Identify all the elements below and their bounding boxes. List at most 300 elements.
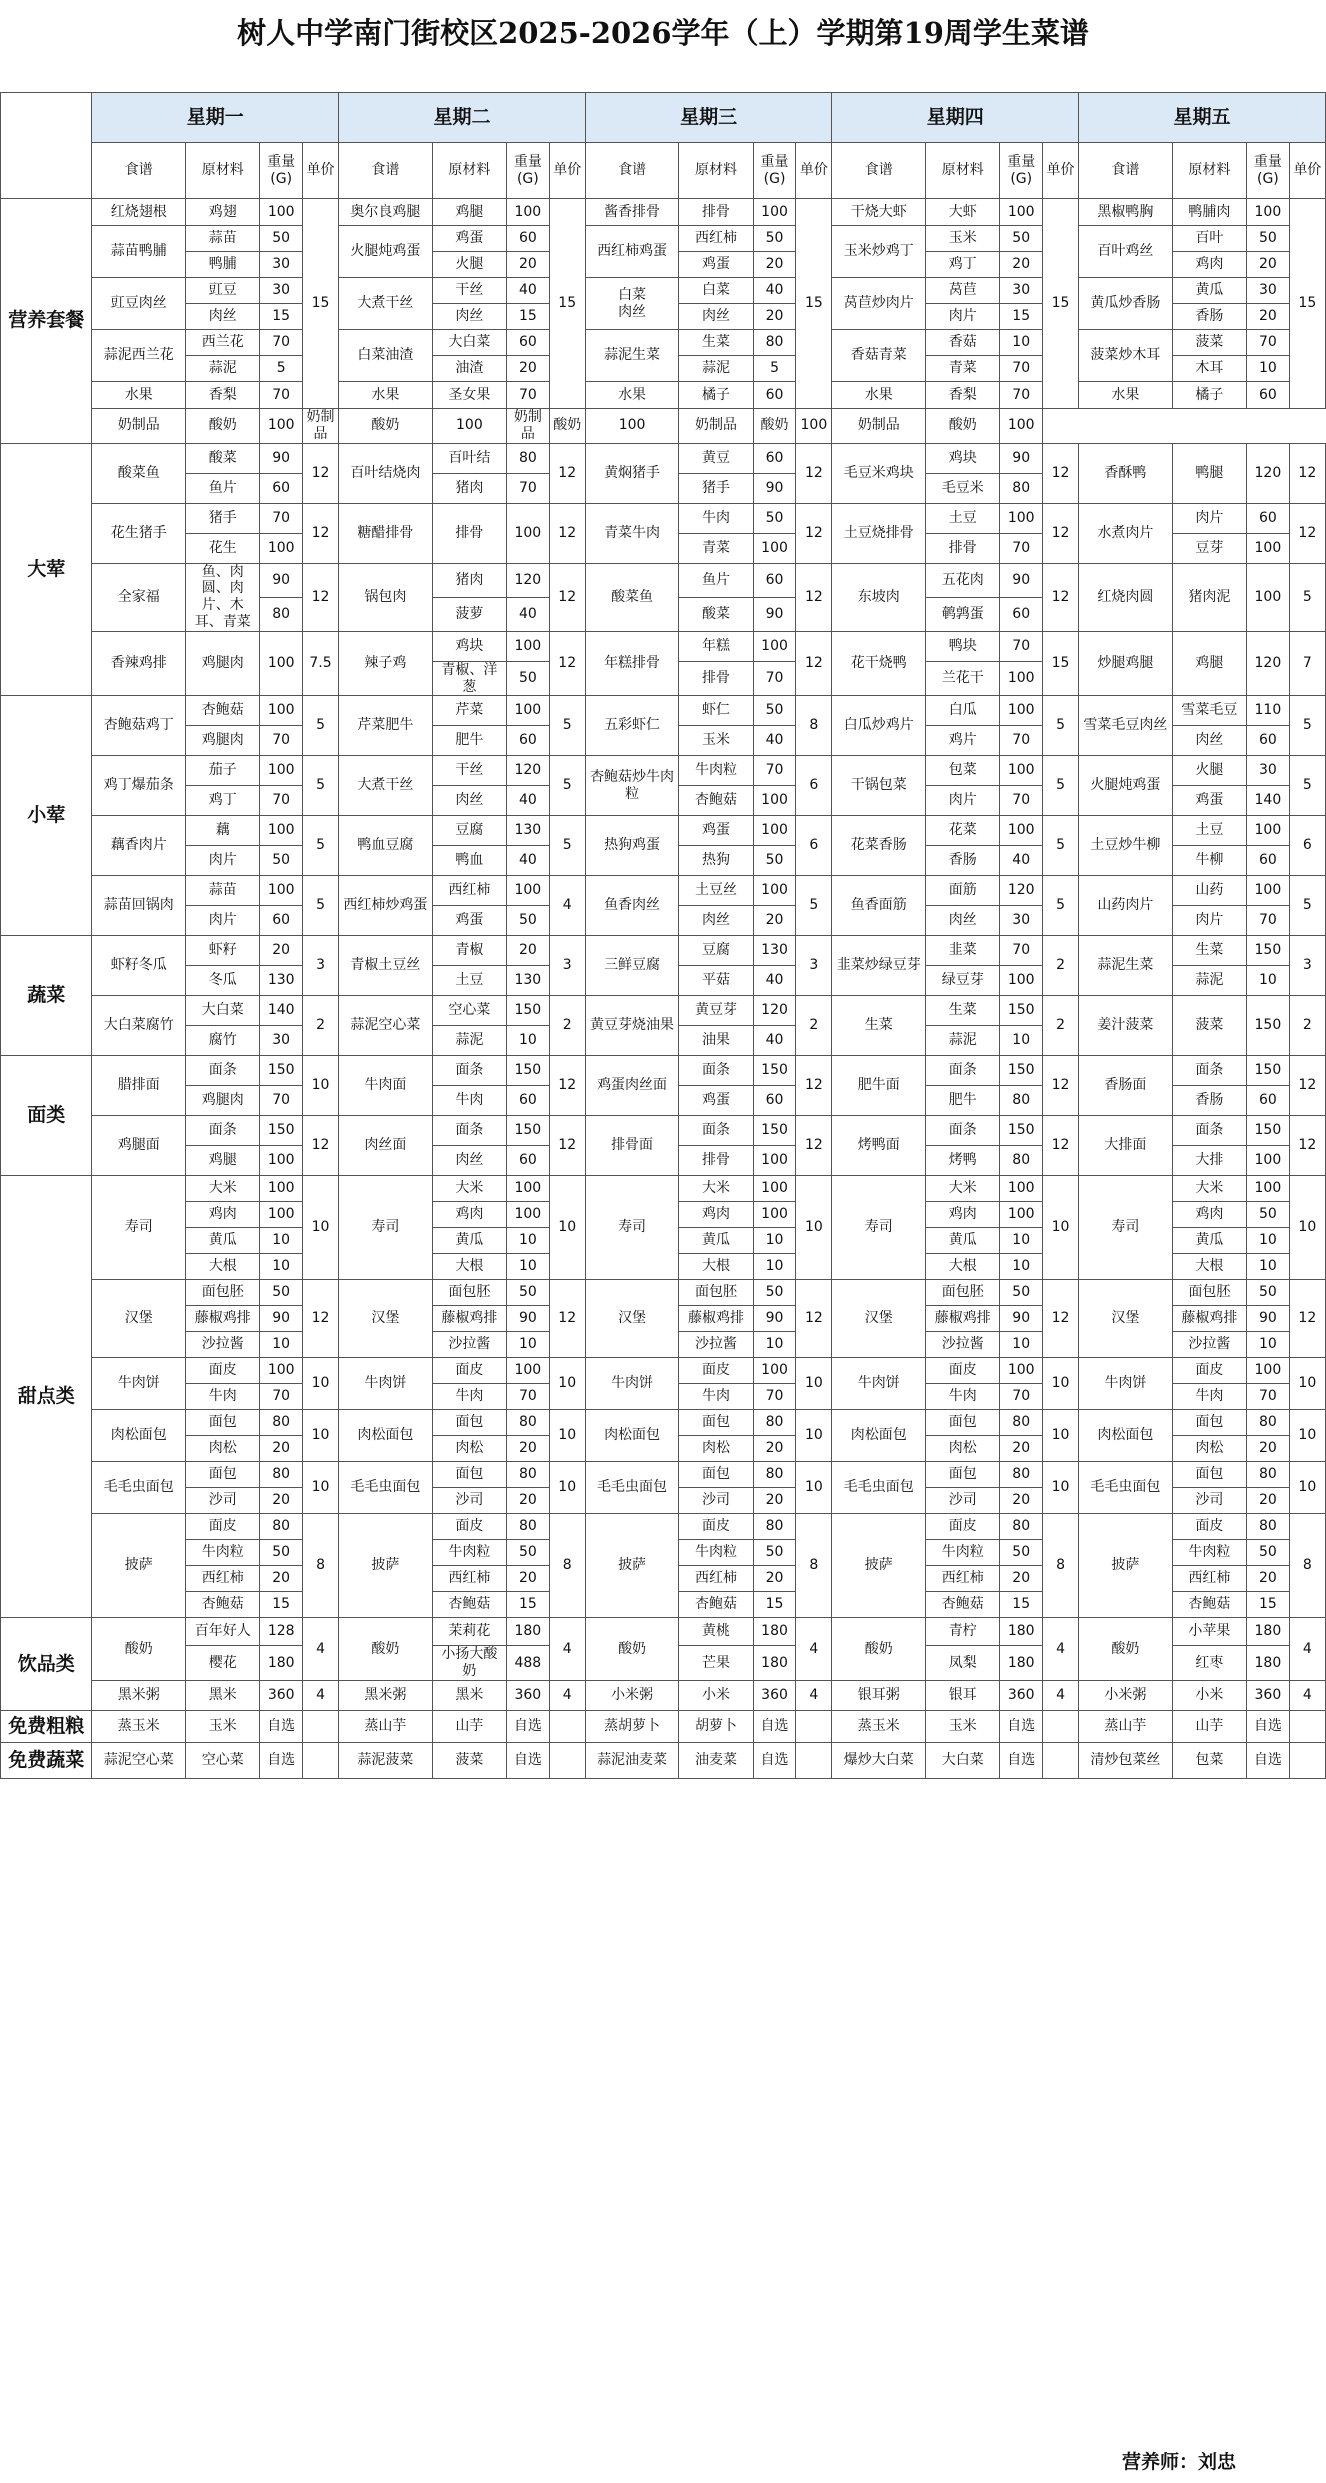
ingredient: 肉松 (186, 1436, 260, 1462)
weight-value: 20 (1247, 1566, 1290, 1592)
category-cell: 蔬菜 (1, 936, 92, 1056)
ingredient: 肉片 (1172, 503, 1246, 533)
weight-value: 40 (507, 786, 550, 816)
weight-value: 50 (1000, 226, 1043, 252)
weight-value: 50 (507, 906, 550, 936)
weight-value: 180 (753, 1618, 796, 1646)
weight-value: 10 (507, 1254, 550, 1280)
weight-value: 70 (507, 1384, 550, 1410)
weight-value: 80 (507, 443, 550, 473)
ingredient: 面包胚 (679, 1280, 753, 1306)
ingredient: 香肠 (1172, 1086, 1246, 1116)
day-header-fri: 星期五 (1079, 93, 1326, 143)
table-row (1, 936, 1326, 966)
category-cell: 免费蔬菜 (1, 1742, 92, 1778)
ingredient: 藤椒鸡排 (679, 1306, 753, 1332)
weight-value: 80 (507, 1514, 550, 1540)
dish-name: 奶制品 (832, 409, 926, 444)
weight-value: 70 (260, 726, 303, 756)
table-row (1, 1742, 1326, 1778)
weight-value: 100 (260, 756, 303, 786)
weight-value: 60 (1247, 503, 1290, 533)
price-value: 15 (302, 199, 338, 409)
weight-value: 40 (753, 278, 796, 304)
dish-name: 雪菜毛豆肉丝 (1079, 696, 1173, 756)
price-value: 5 (1042, 756, 1078, 816)
weight-value: 40 (507, 597, 550, 631)
ingredient: 鸡腿肉 (186, 631, 260, 696)
weight-value: 150 (260, 1116, 303, 1146)
dish-name: 寿司 (832, 1176, 926, 1280)
price-value (302, 1742, 338, 1778)
weight-value: 100 (260, 1202, 303, 1228)
ingredient: 包菜 (1172, 1742, 1246, 1778)
ingredient: 牛肉粒 (1172, 1540, 1246, 1566)
table-row (1, 996, 1326, 1026)
ingredient: 沙司 (432, 1488, 506, 1514)
weight-value: 100 (260, 696, 303, 726)
ingredient: 百叶结 (432, 443, 506, 473)
weight-value: 20 (1000, 1488, 1043, 1514)
price-value: 3 (549, 936, 585, 996)
dish-name: 鱼香面筋 (832, 876, 926, 936)
dish-name: 芹菜肥牛 (339, 696, 433, 756)
weight-value: 10 (753, 1228, 796, 1254)
ingredient: 干丝 (432, 278, 506, 304)
ingredient: 鸡蛋 (1172, 786, 1246, 816)
weight-value: 100 (1247, 533, 1290, 563)
weight-value: 30 (260, 278, 303, 304)
dish-name: 披萨 (92, 1514, 186, 1618)
dish-name: 炒腿鸡腿 (1079, 631, 1173, 696)
dish-name: 大煮干丝 (339, 756, 433, 816)
weight-value: 130 (260, 966, 303, 996)
weight-value: 80 (260, 1462, 303, 1488)
weight-value: 50 (753, 503, 796, 533)
dish-name: 肉松面包 (832, 1410, 926, 1462)
dish-name: 披萨 (1079, 1514, 1173, 1618)
weight-value: 150 (507, 996, 550, 1026)
ingredient: 豆芽 (1172, 533, 1246, 563)
price-value: 10 (549, 1462, 585, 1514)
ingredient: 黄豆芽 (679, 996, 753, 1026)
weight-value: 100 (1247, 563, 1290, 631)
dish-name: 酸菜鱼 (585, 563, 679, 631)
dish-name: 寿司 (92, 1176, 186, 1280)
ingredient: 青菜 (926, 356, 1000, 382)
ingredient: 鸡翅 (186, 199, 260, 226)
ingredient: 面条 (432, 1116, 506, 1146)
ingredient: 樱花 (186, 1646, 260, 1681)
dish-name: 杏鲍菇鸡丁 (92, 696, 186, 756)
dish-name: 腊排面 (92, 1056, 186, 1116)
column-header-weight (1247, 143, 1290, 199)
dish-name: 酸奶 (832, 1618, 926, 1681)
weight-value: 100 (1000, 816, 1043, 846)
dish-name: 小米粥 (1079, 1680, 1173, 1710)
dish-name: 黄豆芽烧油果 (585, 996, 679, 1056)
weight-value: 50 (507, 1280, 550, 1306)
dish-name: 酸奶 (339, 1618, 433, 1681)
weight-value: 10 (1247, 1228, 1290, 1254)
weight-value: 20 (507, 356, 550, 382)
ingredient: 肉丝 (679, 304, 753, 330)
dish-name: 蒜苗鸭脯 (92, 226, 186, 278)
dish-name: 鸡蛋肉丝面 (585, 1056, 679, 1116)
dish-name: 水果 (1079, 382, 1173, 409)
table-row (1, 1410, 1326, 1436)
weight-value: 150 (1247, 1116, 1290, 1146)
ingredient: 西红柿 (432, 1566, 506, 1592)
weight-value: 50 (260, 846, 303, 876)
price-value: 8 (796, 696, 832, 756)
ingredient: 鸭腿 (1172, 443, 1246, 503)
ingredient: 猪手 (186, 503, 260, 533)
weight-value: 30 (260, 1026, 303, 1056)
ingredient: 小米 (679, 1680, 753, 1710)
price-value: 8 (1042, 1514, 1078, 1618)
weight-value: 120 (1247, 443, 1290, 503)
column-header-ingredient: 原材料 (1172, 143, 1246, 199)
weight-value: 180 (1247, 1646, 1290, 1681)
weight-value: 自选 (1000, 1742, 1043, 1778)
ingredient: 雪菜毛豆 (1172, 696, 1246, 726)
table-row (1, 876, 1326, 906)
dish-name: 菠菜炒木耳 (1079, 330, 1173, 382)
ingredient: 西兰花 (186, 330, 260, 356)
weight-value: 15 (753, 1592, 796, 1618)
weight-value: 80 (260, 1514, 303, 1540)
weight-value: 90 (260, 443, 303, 473)
price-value: 12 (796, 443, 832, 503)
weight-value: 80 (507, 1462, 550, 1488)
price-value: 12 (1289, 1280, 1325, 1358)
ingredient: 面皮 (1172, 1358, 1246, 1384)
weight-value: 10 (1247, 1332, 1290, 1358)
weight-value: 60 (753, 563, 796, 597)
ingredient: 大白菜 (926, 1742, 1000, 1778)
ingredient: 肉片 (186, 906, 260, 936)
dish-name: 肉松面包 (1079, 1410, 1173, 1462)
dish-name: 大排面 (1079, 1116, 1173, 1176)
ingredient: 虾籽 (186, 936, 260, 966)
dish-name: 酸奶 (1079, 1618, 1173, 1681)
ingredient: 胡萝卜 (679, 1710, 753, 1742)
ingredient: 牛肉 (432, 1384, 506, 1410)
dish-name: 热狗鸡蛋 (585, 816, 679, 876)
dish-name: 红烧翅根 (92, 199, 186, 226)
ingredient: 猪肉 (432, 563, 506, 597)
column-header-dish: 食谱 (832, 143, 926, 199)
dish-name: 牛肉饼 (832, 1358, 926, 1410)
weight-value: 10 (753, 1254, 796, 1280)
weight-value: 100 (796, 409, 832, 444)
weight-value: 20 (753, 304, 796, 330)
ingredient: 酸奶 (186, 409, 260, 444)
dish-name: 汉堡 (585, 1280, 679, 1358)
ingredient: 沙司 (1172, 1488, 1246, 1514)
ingredient: 青椒 (432, 936, 506, 966)
weight-value: 120 (1247, 631, 1290, 696)
price-value: 10 (1289, 1462, 1325, 1514)
dish-name: 藕香肉片 (92, 816, 186, 876)
dish-name: 百叶结烧肉 (339, 443, 433, 503)
ingredient: 牛肉粒 (186, 1540, 260, 1566)
weight-value: 100 (753, 816, 796, 846)
ingredient: 面包胚 (432, 1280, 506, 1306)
price-value: 12 (796, 1280, 832, 1358)
weight-value: 10 (507, 1228, 550, 1254)
weight-value: 150 (260, 1056, 303, 1086)
table-row (1, 816, 1326, 846)
weight-value: 80 (753, 1410, 796, 1436)
ingredient: 玉米 (926, 1710, 1000, 1742)
ingredient: 肉丝 (926, 906, 1000, 936)
ingredient: 白菜 (679, 278, 753, 304)
price-value: 12 (796, 631, 832, 696)
table-row (1, 1358, 1326, 1384)
ingredient: 面包 (926, 1410, 1000, 1436)
dish-name: 奶制品 (302, 409, 338, 444)
weight-label: 重量 (1007, 153, 1036, 170)
price-value: 6 (1289, 816, 1325, 876)
weight-value: 70 (753, 756, 796, 786)
ingredient: 大根 (679, 1254, 753, 1280)
ingredient: 鹌鹑蛋 (926, 597, 1000, 631)
weight-value: 70 (507, 382, 550, 409)
ingredient: 五花肉 (926, 563, 1000, 597)
weight-value: 20 (260, 1566, 303, 1592)
weight-value: 70 (1000, 726, 1043, 756)
price-value: 10 (796, 1410, 832, 1462)
ingredient: 杏鲍菇 (679, 786, 753, 816)
weight-value: 自选 (1000, 1710, 1043, 1742)
weight-value: 80 (260, 597, 303, 631)
ingredient: 山药 (1172, 876, 1246, 906)
weight-value: 15 (260, 304, 303, 330)
price-value (549, 1742, 585, 1778)
ingredient: 西红柿 (926, 1566, 1000, 1592)
ingredient: 面包 (186, 1410, 260, 1436)
weight-value: 60 (260, 473, 303, 503)
dish-name: 水果 (585, 382, 679, 409)
dish-name: 红烧肉圆 (1079, 563, 1173, 631)
price-value (549, 1710, 585, 1742)
table-row (1, 631, 1326, 661)
table-row (1, 382, 1326, 409)
weight-value: 150 (507, 1056, 550, 1086)
ingredient: 茉莉花 (432, 1618, 506, 1646)
ingredient: 山芋 (1172, 1710, 1246, 1742)
ingredient: 年糕 (679, 631, 753, 661)
dish-name: 银耳粥 (832, 1680, 926, 1710)
weight-value: 140 (1247, 786, 1290, 816)
ingredient: 黄瓜 (1172, 1228, 1246, 1254)
ingredient: 鸡块 (432, 631, 506, 661)
weight-value: 30 (1247, 756, 1290, 786)
weight-value: 20 (1000, 1566, 1043, 1592)
weight-value: 90 (260, 1306, 303, 1332)
weight-value: 100 (1000, 199, 1043, 226)
weight-value: 50 (507, 1540, 550, 1566)
weight-value: 40 (507, 278, 550, 304)
weight-label: 重量 (1253, 153, 1282, 170)
price-value: 10 (549, 1358, 585, 1410)
weight-value: 80 (753, 1462, 796, 1488)
ingredient: 沙拉酱 (1172, 1332, 1246, 1358)
ingredient: 鸡蛋 (679, 252, 753, 278)
ingredient: 面皮 (926, 1358, 1000, 1384)
dish-name: 香酥鸭 (1079, 443, 1173, 503)
ingredient: 面包 (186, 1462, 260, 1488)
weight-value: 10 (1000, 1026, 1043, 1056)
category-cell: 甜点类 (1, 1176, 92, 1618)
day-header-mon: 星期一 (92, 93, 339, 143)
weight-value: 70 (260, 1384, 303, 1410)
price-value: 12 (1289, 1116, 1325, 1176)
weight-value: 100 (507, 876, 550, 906)
weight-value: 50 (753, 846, 796, 876)
dish-name: 香肠面 (1079, 1056, 1173, 1116)
dish-name: 蒸山芋 (1079, 1710, 1173, 1742)
dish-name: 牛肉面 (339, 1056, 433, 1116)
weight-value: 30 (1000, 278, 1043, 304)
weight-value: 100 (260, 1146, 303, 1176)
price-value: 2 (549, 996, 585, 1056)
ingredient: 蒜苗 (186, 226, 260, 252)
ingredient: 面皮 (679, 1514, 753, 1540)
dish-name: 黑椒鸭胸 (1079, 199, 1173, 226)
ingredient: 西红柿 (432, 876, 506, 906)
dish-name: 奶制品 (92, 409, 186, 444)
weight-value: 60 (1247, 846, 1290, 876)
weight-value: 120 (753, 996, 796, 1026)
weight-value: 20 (753, 252, 796, 278)
column-header-weight (753, 143, 796, 199)
page-title: 树人中学南门街校区2025-2026学年（上）学期第19周学生菜谱 (237, 15, 1089, 50)
dish-name: 西红柿炒鸡蛋 (339, 876, 433, 936)
weight-value: 150 (753, 1056, 796, 1086)
weight-value: 100 (260, 199, 303, 226)
ingredient: 豆腐 (679, 936, 753, 966)
ingredient: 鸭脯 (186, 252, 260, 278)
ingredient: 土豆 (926, 503, 1000, 533)
weight-value: 360 (507, 1680, 550, 1710)
weight-value: 40 (753, 966, 796, 996)
ingredient: 牛肉 (679, 1384, 753, 1410)
weight-value: 120 (507, 563, 550, 597)
price-value: 12 (549, 443, 585, 503)
dish-name: 毛毛虫面包 (92, 1462, 186, 1514)
ingredient: 大米 (1172, 1176, 1246, 1202)
dish-name: 烤鸭面 (832, 1116, 926, 1176)
ingredient: 面条 (432, 1056, 506, 1086)
ingredient: 西红柿 (186, 1566, 260, 1592)
table-row (1, 1116, 1326, 1146)
ingredient: 蒜泥 (679, 356, 753, 382)
category-cell: 小荤 (1, 696, 92, 936)
weight-value: 80 (1000, 1514, 1043, 1540)
ingredient: 鸡肉 (186, 1202, 260, 1228)
ingredient: 面条 (1172, 1116, 1246, 1146)
ingredient: 面条 (186, 1116, 260, 1146)
weight-value: 20 (1247, 1436, 1290, 1462)
weight-value: 100 (507, 1202, 550, 1228)
price-value: 4 (1042, 1680, 1078, 1710)
dish-name: 黑米粥 (339, 1680, 433, 1710)
ingredient: 菠菜 (1172, 996, 1246, 1056)
menu-table (0, 92, 1326, 1779)
weight-value: 自选 (507, 1710, 550, 1742)
ingredient: 面条 (679, 1116, 753, 1146)
ingredient: 鸭血 (432, 846, 506, 876)
weight-value: 100 (1000, 661, 1043, 696)
weight-value: 15 (1247, 1592, 1290, 1618)
dish-name: 蒜泥西兰花 (92, 330, 186, 382)
dish-name: 玉米炒鸡丁 (832, 226, 926, 278)
weight-value: 100 (432, 409, 506, 444)
weight-value: 5 (260, 356, 303, 382)
weight-value: 50 (753, 226, 796, 252)
weight-value: 90 (507, 1306, 550, 1332)
weight-value: 20 (260, 936, 303, 966)
price-value: 4 (1289, 1680, 1325, 1710)
ingredient: 西红柿 (1172, 1566, 1246, 1592)
weight-value: 100 (507, 696, 550, 726)
ingredient: 肉丝 (1172, 726, 1246, 756)
dish-name: 排骨面 (585, 1116, 679, 1176)
day-header-row (1, 93, 1326, 143)
weight-value: 30 (1247, 278, 1290, 304)
dish-name: 土豆烧排骨 (832, 503, 926, 563)
ingredient: 黑米 (432, 1680, 506, 1710)
ingredient: 肉丝 (432, 786, 506, 816)
price-value: 6 (796, 816, 832, 876)
category-cell: 营养套餐 (1, 199, 92, 444)
price-value: 2 (1042, 996, 1078, 1056)
price-value: 5 (1289, 563, 1325, 631)
price-value: 12 (796, 1116, 832, 1176)
price-value: 8 (796, 1514, 832, 1618)
weight-value: 70 (1000, 533, 1043, 563)
weight-value: 100 (1247, 1176, 1290, 1202)
weight-value: 50 (1247, 226, 1290, 252)
price-value: 5 (302, 876, 338, 936)
price-value: 10 (796, 1176, 832, 1280)
weight-value: 100 (1000, 409, 1043, 444)
price-value: 10 (796, 1358, 832, 1410)
weight-value: 30 (1000, 906, 1043, 936)
ingredient: 鸡蛋 (432, 226, 506, 252)
dish-name: 蒸玉米 (832, 1710, 926, 1742)
weight-value: 100 (260, 409, 303, 444)
ingredient: 小苹果 (1172, 1618, 1246, 1646)
price-value (302, 1710, 338, 1742)
weight-value: 120 (507, 756, 550, 786)
ingredient: 菠菜 (1172, 330, 1246, 356)
ingredient: 面包 (432, 1462, 506, 1488)
weight-value: 60 (753, 382, 796, 409)
weight-value: 360 (1247, 1680, 1290, 1710)
price-value: 10 (549, 1410, 585, 1462)
ingredient: 大白菜 (432, 330, 506, 356)
weight-value: 90 (753, 1306, 796, 1332)
weight-unit: (G) (270, 170, 293, 187)
ingredient: 沙拉酱 (679, 1332, 753, 1358)
ingredient: 酸奶 (753, 409, 796, 444)
weight-value: 50 (1000, 1540, 1043, 1566)
dish-name: 寿司 (585, 1176, 679, 1280)
